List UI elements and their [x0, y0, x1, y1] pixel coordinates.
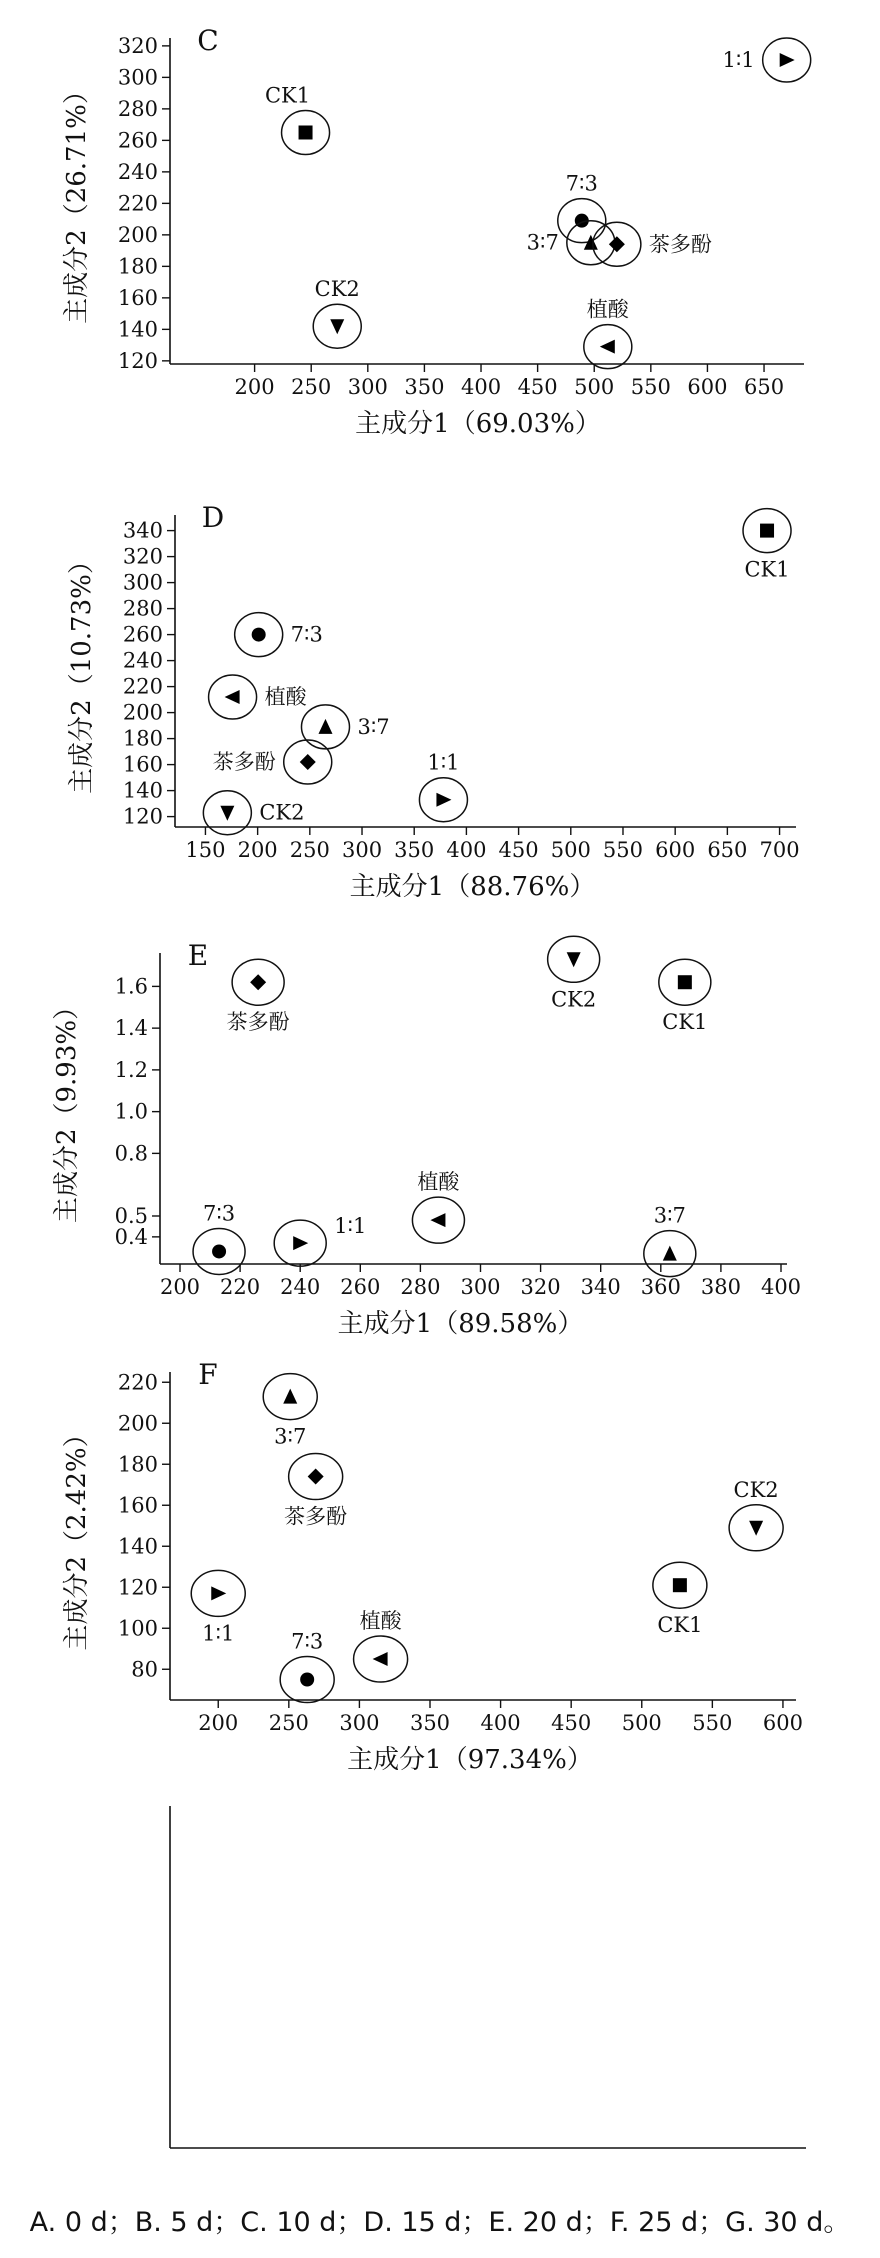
x-axis-title: 主成分1（97.34%）: [347, 1745, 593, 1775]
y-tick-label: 240: [122, 648, 163, 673]
point-label: CK1: [264, 83, 311, 108]
y-tick-label: 1.2: [114, 1057, 148, 1082]
point-label: CK1: [657, 1613, 703, 1638]
y-axis-title: 主成分2（9.93%）: [52, 993, 82, 1224]
x-tick-label: 550: [692, 1711, 733, 1735]
down-triangle-marker: [220, 806, 234, 821]
square-marker: [299, 125, 313, 139]
y-tick-label: 120: [117, 1575, 158, 1600]
y-axis-title: 主成分2（10.73%）: [67, 548, 97, 794]
y-tick-label: 1.0: [114, 1099, 148, 1124]
x-tick-label: 350: [394, 838, 435, 862]
point-label: 7∶3: [291, 1629, 324, 1654]
x-tick-label: 450: [517, 375, 558, 399]
right-triangle-marker: [211, 1586, 226, 1600]
point-label: 植酸: [264, 685, 307, 709]
point-label: 植酸: [586, 297, 629, 322]
y-tick-label: 100: [117, 1616, 158, 1641]
y-tick-label: 140: [122, 778, 163, 803]
panel-letter: F: [198, 1358, 218, 1391]
y-tick-label: 0.4: [114, 1224, 148, 1249]
y-tick-label: 140: [117, 317, 158, 342]
square-marker: [673, 1578, 687, 1592]
left-triangle-marker: [373, 1652, 388, 1666]
triangle-marker: [318, 719, 332, 734]
data-point: [412, 1170, 464, 1243]
x-tick-label: 350: [404, 375, 445, 399]
data-point: [235, 613, 323, 657]
x-tick-label: 300: [460, 1275, 501, 1299]
x-tick-label: 340: [580, 1275, 621, 1299]
figure-caption: A. 0 d；B. 5 d；C. 10 d；D. 15 d；E. 20 d；F. 25 d；G. 30 d。: [29, 2207, 851, 2238]
x-tick-label: 600: [762, 1711, 803, 1735]
point-label: 植酸: [359, 1609, 402, 1633]
y-tick-label: 280: [122, 596, 163, 621]
point-label: 茶多酚: [226, 1010, 290, 1035]
panel-letter: C: [197, 24, 219, 57]
y-tick-label: 300: [117, 65, 158, 90]
x-tick-label: 380: [700, 1275, 741, 1299]
point-label: 3∶7: [526, 230, 559, 255]
data-point: [263, 1374, 317, 1449]
x-tick-label: 250: [268, 1711, 309, 1735]
circle-marker: [252, 628, 266, 642]
point-label: 7∶3: [565, 171, 598, 196]
y-tick-label: 200: [122, 700, 163, 725]
triangle-marker: [663, 1246, 677, 1261]
point-label: 3∶7: [653, 1203, 686, 1228]
point-label: 植酸: [417, 1170, 460, 1195]
y-tick-label: 1.4: [114, 1016, 148, 1041]
x-tick-label: 150: [185, 838, 226, 862]
point-label: 3∶7: [357, 714, 390, 739]
x-tick-label: 400: [446, 838, 487, 862]
x-tick-label: 250: [291, 375, 332, 399]
data-point: [274, 1214, 366, 1266]
x-tick-label: 700: [759, 838, 800, 862]
panel-D: [67, 501, 800, 902]
x-tick-label: 220: [220, 1275, 261, 1299]
x-tick-label: 400: [460, 375, 502, 399]
y-tick-label: 340: [122, 518, 163, 543]
x-tick-label: 650: [743, 375, 785, 399]
point-label: CK2: [314, 277, 360, 302]
right-triangle-marker: [780, 53, 795, 67]
y-tick-label: 80: [131, 1657, 158, 1682]
point-label: 1∶1: [334, 1214, 367, 1239]
x-tick-label: 650: [707, 838, 748, 862]
x-tick-label: 260: [340, 1275, 381, 1299]
y-tick-label: 200: [117, 222, 158, 247]
y-tick-label: 180: [117, 1452, 158, 1477]
down-triangle-marker: [749, 1521, 763, 1536]
down-triangle-marker: [567, 952, 581, 967]
x-tick-label: 250: [289, 838, 330, 862]
x-tick-label: 600: [655, 838, 696, 862]
diamond-marker: [609, 236, 625, 252]
point-label: 1∶1: [202, 1621, 235, 1646]
point-label: CK2: [551, 987, 597, 1012]
point-label: 茶多酚: [284, 1504, 348, 1529]
point-label: 茶多酚: [212, 750, 276, 774]
right-triangle-marker: [436, 793, 451, 807]
right-triangle-marker: [293, 1236, 308, 1250]
data-point: [209, 675, 308, 719]
point-label: CK2: [259, 800, 305, 825]
data-point: [301, 705, 389, 749]
y-axis-title: 主成分2（2.42%）: [62, 1421, 92, 1651]
x-tick-label: 450: [551, 1711, 592, 1735]
point-label: 1∶1: [427, 750, 460, 775]
data-point: [419, 751, 467, 822]
triangle-marker: [283, 1389, 297, 1404]
y-tick-label: 260: [117, 128, 158, 153]
data-point: [722, 38, 810, 82]
point-label: CK2: [733, 1477, 779, 1502]
x-tick-label: 500: [550, 838, 591, 862]
data-point: [227, 959, 290, 1034]
point-label: 7∶3: [290, 622, 323, 647]
x-tick-label: 500: [574, 375, 615, 399]
x-tick-label: 280: [400, 1275, 441, 1299]
y-tick-label: 180: [122, 726, 163, 751]
diamond-marker: [250, 974, 266, 990]
point-label: 1∶1: [722, 48, 755, 73]
x-axis-title: 主成分1（69.03%）: [355, 409, 601, 439]
circle-marker: [212, 1244, 226, 1258]
panel-C: [62, 24, 811, 439]
x-tick-label: 200: [237, 838, 278, 862]
y-tick-label: 320: [117, 33, 158, 58]
point-label: 3∶7: [274, 1424, 307, 1449]
y-axis-title: 主成分2（26.71%）: [62, 78, 92, 324]
panel-letter: E: [187, 939, 209, 972]
square-marker: [760, 524, 774, 538]
y-tick-label: 220: [117, 1370, 158, 1395]
y-tick-label: 140: [117, 1534, 158, 1559]
data-point: [548, 936, 600, 1011]
data-point: [203, 791, 304, 835]
x-tick-label: 200: [234, 375, 275, 399]
square-marker: [678, 975, 692, 989]
x-tick-label: 360: [640, 1275, 681, 1299]
data-point: [265, 83, 330, 154]
point-label: 茶多酚: [648, 232, 712, 257]
down-triangle-marker: [330, 319, 344, 334]
x-tick-label: 200: [198, 1711, 239, 1735]
point-label: CK1: [744, 557, 790, 582]
y-tick-label: 220: [122, 674, 163, 699]
data-point: [313, 277, 361, 348]
y-tick-label: 120: [122, 804, 163, 829]
y-tick-label: 180: [117, 254, 158, 279]
panel-F: [62, 1358, 803, 1775]
x-tick-label: 300: [347, 375, 388, 399]
data-point: [729, 1478, 783, 1551]
x-tick-label: 550: [602, 838, 644, 862]
x-axis-title: 主成分1（88.76%）: [349, 872, 596, 902]
panel-G: [170, 1806, 806, 2148]
y-tick-label: 320: [122, 544, 163, 569]
y-tick-label: 200: [117, 1411, 158, 1436]
circle-marker: [300, 1673, 314, 1687]
data-point: [280, 1630, 334, 1703]
left-triangle-marker: [430, 1213, 445, 1227]
data-point: [593, 222, 712, 266]
data-point: [354, 1609, 408, 1682]
point-label: 7∶3: [202, 1201, 236, 1226]
x-tick-label: 500: [621, 1711, 662, 1735]
y-tick-label: 1.6: [114, 974, 148, 999]
y-tick-label: 160: [117, 285, 158, 310]
data-point: [558, 172, 606, 243]
panel-E: [52, 936, 801, 1339]
x-tick-label: 400: [760, 1275, 802, 1299]
y-tick-label: 160: [122, 752, 163, 777]
data-point: [653, 1562, 707, 1637]
y-tick-label: 260: [122, 622, 163, 647]
data-point: [191, 1570, 245, 1645]
y-tick-label: 240: [117, 159, 158, 184]
y-tick-label: 220: [117, 191, 158, 216]
x-tick-label: 450: [498, 838, 539, 862]
diamond-marker: [300, 754, 316, 770]
x-tick-label: 300: [339, 1711, 380, 1735]
data-point: [284, 1454, 347, 1529]
x-tick-label: 200: [159, 1275, 201, 1299]
x-tick-label: 300: [341, 838, 383, 862]
panel-letter: D: [201, 501, 225, 534]
y-tick-label: 300: [122, 570, 163, 595]
x-tick-label: 350: [409, 1711, 451, 1735]
diamond-marker: [308, 1469, 324, 1485]
y-tick-label: 0.8: [114, 1141, 148, 1166]
left-triangle-marker: [600, 340, 615, 354]
y-tick-label: 0.5: [114, 1203, 148, 1228]
point-label: CK1: [662, 1010, 708, 1035]
x-tick-label: 240: [280, 1275, 321, 1299]
data-point: [644, 1204, 696, 1277]
left-triangle-marker: [225, 690, 240, 704]
x-axis-title: 主成分1（89.58%）: [337, 1309, 584, 1339]
y-tick-label: 160: [117, 1493, 158, 1518]
x-tick-label: 320: [520, 1275, 561, 1299]
y-tick-label: 280: [117, 96, 158, 121]
x-tick-label: 400: [480, 1711, 521, 1735]
y-tick-label: 120: [117, 348, 158, 373]
x-tick-label: 600: [687, 375, 728, 399]
data-point: [659, 959, 711, 1034]
data-point: [584, 298, 632, 369]
data-point: [743, 509, 791, 582]
x-tick-label: 550: [630, 375, 671, 399]
